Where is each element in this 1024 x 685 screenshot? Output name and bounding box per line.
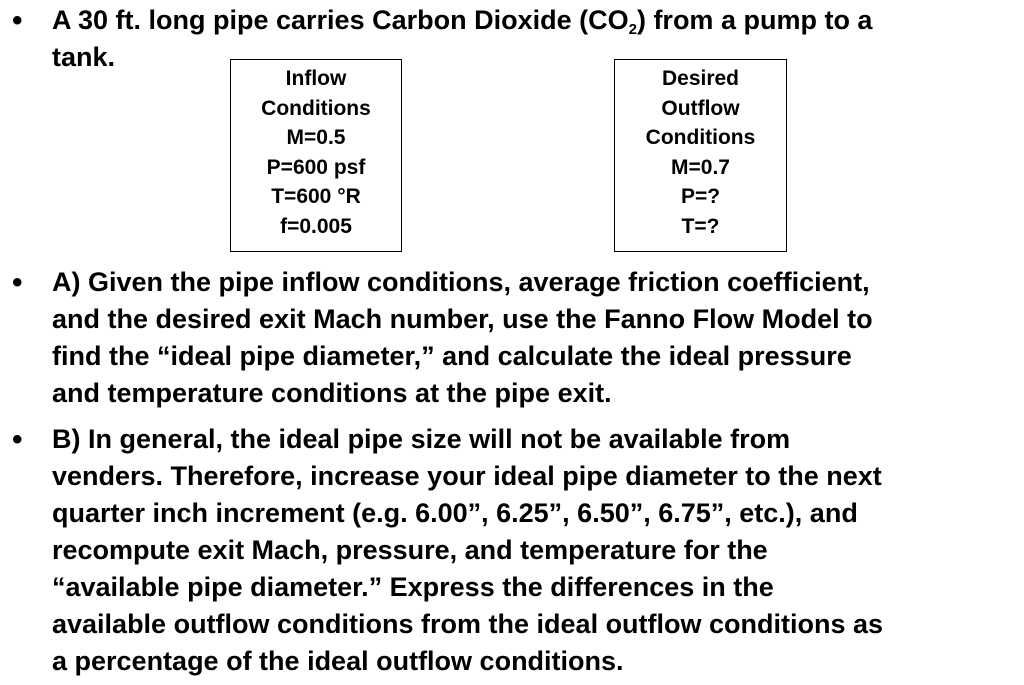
outflow-temperature: T=? (681, 214, 720, 238)
outflow-line: Outflow (661, 96, 740, 120)
bullet-intro: • (12, 4, 23, 37)
bullet-part-a: • (12, 266, 23, 299)
co2-subscript: 2 (628, 21, 637, 38)
inflow-line: Conditions (261, 96, 371, 120)
intro-line-1-pre: A 30 ft. long pipe carries Carbon Dioxide (CO (52, 5, 629, 35)
intro-line-1-post: ) from a pump to a (636, 5, 873, 35)
part-b-line: available outflow conditions from the ideal outflow conditions as (52, 609, 884, 639)
part-b-line: quarter inch increment (e.g. 6.00”, 6.25”, 6.50”, 6.75”, etc.), and (52, 498, 858, 528)
inflow-friction: f=0.005 (280, 214, 352, 238)
desired-outflow-box (614, 59, 787, 252)
outflow-mach: M=0.7 (671, 155, 730, 179)
bullet-part-b: • (12, 423, 23, 456)
part-a-line: find the “ideal pipe diameter,” and calculate the ideal pressure (52, 341, 852, 371)
inflow-conditions-box (230, 59, 402, 252)
inflow-pressure: P=600 psf (266, 155, 366, 179)
part-a-line: and temperature conditions at the pipe exit. (52, 378, 612, 408)
part-b-line: venders. Therefore, increase your ideal pipe diameter to the next (52, 461, 882, 491)
intro-line-1 (52, 2, 872, 39)
inflow-line: Inflow (285, 67, 347, 90)
intro-line-2: tank. (52, 42, 116, 72)
part-b-line: recompute exit Mach, pressure, and temperature for the (52, 535, 768, 565)
inflow-mach: M=0.5 (286, 126, 346, 149)
part-b-line: “available pipe diameter.” Express the differences in the (52, 572, 774, 602)
part-a-line: A) Given the pipe inflow conditions, average friction coefficient, (52, 267, 870, 297)
part-b-line: a percentage of the ideal outflow conditions. (52, 646, 624, 676)
part-a-line: and the desired exit Mach number, use the Fanno Flow Model to (52, 304, 873, 334)
part-a-paragraph (52, 264, 873, 412)
inflow-temperature: T=600 °R (271, 185, 361, 208)
outflow-line: Desired (661, 67, 740, 90)
part-b-paragraph (52, 421, 883, 680)
part-b-line: B) In general, the ideal pipe size will not be available from (52, 424, 791, 454)
outflow-line: Conditions (645, 126, 756, 149)
outflow-pressure: P=? (680, 185, 721, 208)
